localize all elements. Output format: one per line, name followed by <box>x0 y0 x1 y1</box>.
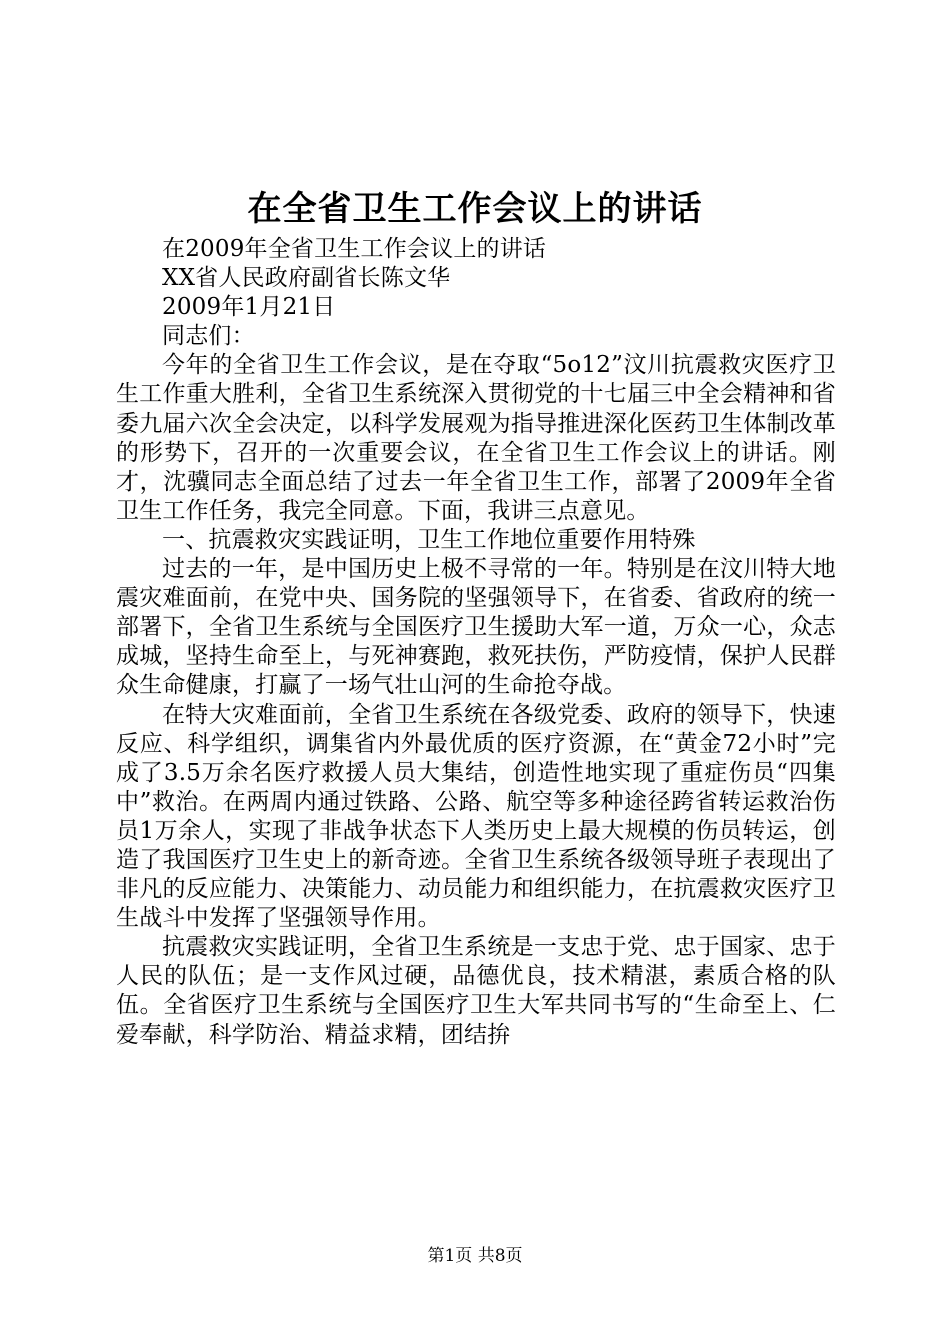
salutation: 同志们： <box>162 323 255 350</box>
date-line: 2009年1月21日 <box>162 294 336 321</box>
page-number-footer: 第1页 共8页 <box>427 1246 523 1266</box>
body-paragraph: 过去的一年，是中国历史上极不寻常的一年。特别是在汶川特大地震灾难面前，在党中央、国务院的坚强领导下，在省委、省政府的统一部署下，全省卫生系统与全国医疗卫生援助大军一道，万众一心，众志成城，坚持生命至上，与死神赛跑，救死扶伤，严防疫情，保护人民群众生命健康，打赢了一场气壮山河的生命抢夺战。 <box>116 556 836 699</box>
body-paragraph: 抗震救灾实践证明，全省卫生系统是一支忠于党、忠于国家、忠于人民的队伍；是一支作风过硬，品德优良，技术精湛，素质合格的队伍。全省医疗卫生系统与全国医疗卫生大军共同书写的“生命至上、仁爱奉献，科学防治、精益求精，团结拚 <box>116 934 836 1048</box>
subtitle-line: 在2009年全省卫生工作会议上的讲话 <box>162 236 547 262</box>
body-paragraph: 今年的全省卫生工作会议，是在夺取“5o12”汶川抗震救灾医疗卫生工作重大胜利，全省卫生系统深入贯彻党的十七届三中全会精神和省委九届六次全会决定，以科学发展观为指导推进深化医药卫生体制改革的形势下，召开的一次重要会议，在全省卫生工作会议上的讲话。刚才，沈骥同志全面总结了过去一年全省卫生工作，部署了2009年全省卫生工作任务，我完全同意。下面，我讲三点意见。 <box>116 352 836 524</box>
document-title: 在全省卫生工作会议上的讲话 <box>247 189 703 229</box>
section-heading: 一、抗震救灾实践证明，卫生工作地位重要作用特殊 <box>162 526 696 553</box>
document-body <box>116 235 836 1050</box>
body-paragraph: 在特大灾难面前，全省卫生系统在各级党委、政府的领导下，快速反应、科学组织，调集省内外最优质的医疗资源，在“黄金72小时”完成了3.5万余名医疗救援人员大集结，创造性地实现了重症伤员“四集中”救治。在两周内通过铁路、公路、航空等多种途径跨省转运救治伤员1万余人，实现了非战争状态下人类历史上最大规模的伤员转运，创造了我国医疗卫生史上的新奇迹。全省卫生系统各级领导班子表现出了非凡的反应能力、决策能力、动员能力和组织能力，在抗震救灾医疗卫生战斗中发挥了坚强领导作用。 <box>116 701 836 932</box>
speaker-line: XX省人民政府副省长陈文华 <box>162 265 451 292</box>
